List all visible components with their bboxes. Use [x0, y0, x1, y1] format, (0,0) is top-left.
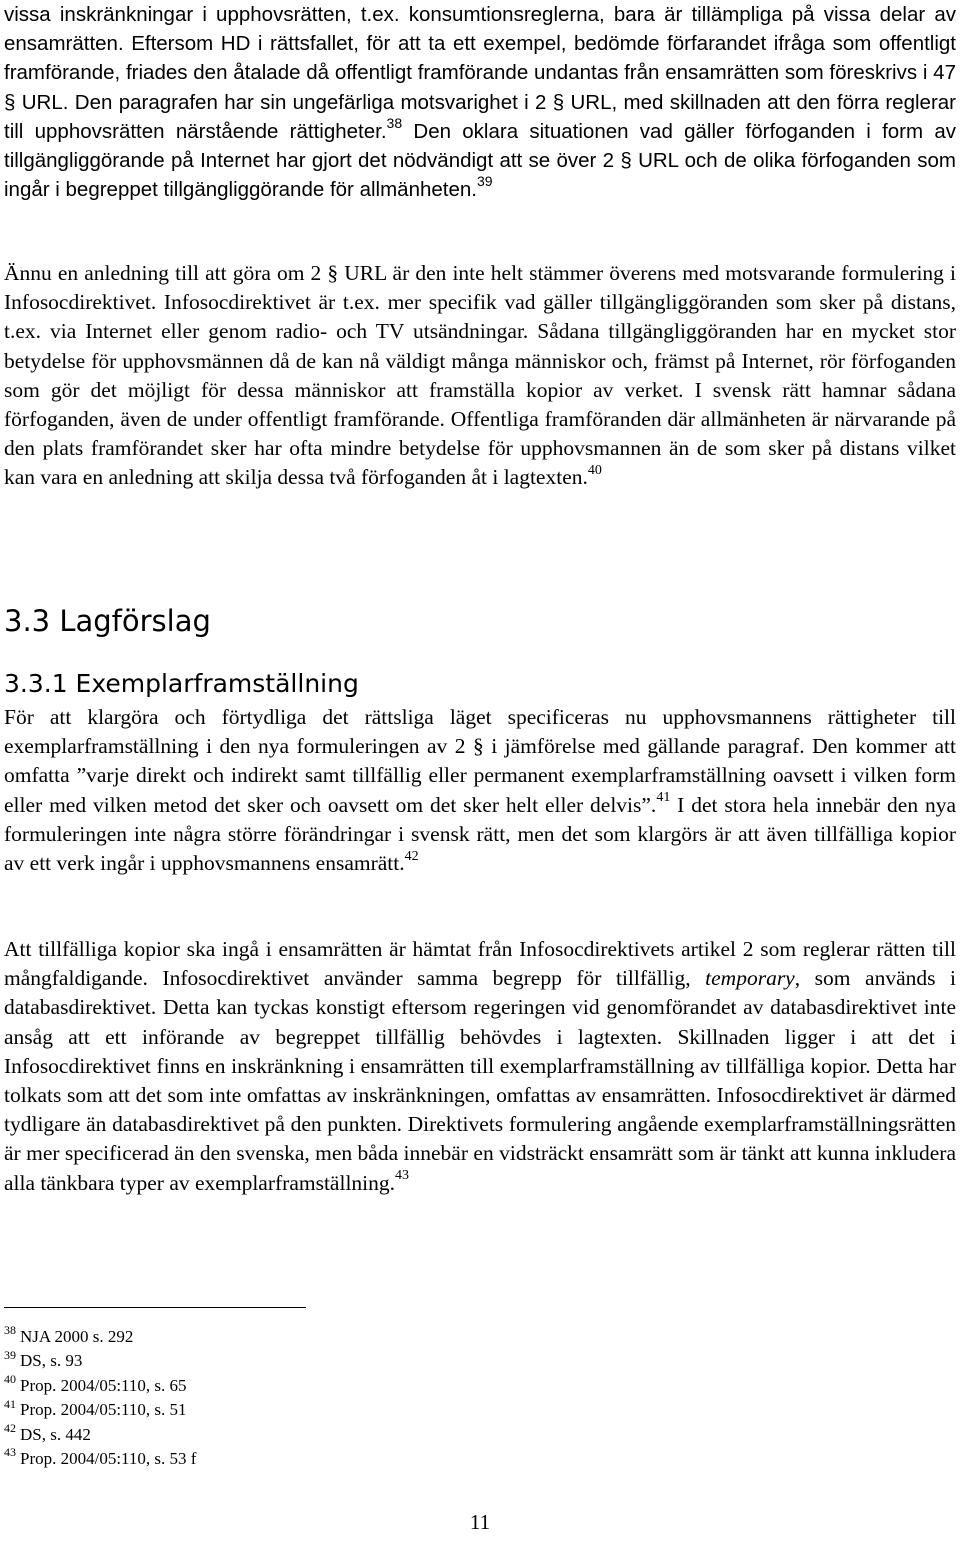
paragraph-1	[4, 0, 956, 204]
footnote-text: DS, s. 93	[20, 1351, 83, 1371]
footnote-item	[4, 1398, 196, 1422]
paragraph-4-text-a: Att tillfälliga kopior ska ingå i ensamrätten är hämtat från Infosocdirektivets artikel 2 som reglerar rätten till mångfaldigande. Infosocdirektivet använder samma begrepp för tillfällig,	[4, 937, 956, 991]
page-number: 11	[469, 1510, 491, 1534]
footnote-ref-41[interactable]: 41	[656, 790, 671, 806]
footnote-text: Prop. 2004/05:110, s. 65	[20, 1375, 187, 1395]
footnote-text: Prop. 2004/05:110, s. 51	[20, 1400, 187, 1420]
footnote-ref-40[interactable]: 40	[587, 463, 602, 479]
footnote-text: NJA 2000 s. 292	[20, 1327, 134, 1346]
footnote-item	[4, 1325, 196, 1349]
footnote-number: 38	[4, 1323, 16, 1338]
footnote-item	[4, 1420, 196, 1447]
footnote-number: 42	[4, 1420, 16, 1435]
footnote-list	[4, 1325, 196, 1471]
footnote-item	[4, 1447, 196, 1471]
footnote-ref-43[interactable]: 43	[395, 1168, 410, 1184]
footnote-separator	[4, 1307, 306, 1308]
paragraph-4-text-b: , som används i databasdirektivet. Detta kan tyckas konstigt eftersom regeringen vid genomförandet av databasdirektivet inte ansåg att ett införande av begreppet tillfällig behövdes i lagtexten. Skillnaden ligger i att det i Infosocdirektivet finns en inskränkning i ensamrätten till exemplarframställning av tillfälliga kopior. Detta har tolkats som att det som inte omfattas av inskränkningen, omfattas av ensamrätten. Infosocdirektivet är därmed tydligare än databasdirektivet på den punkten. Direktivets formulering angående exemplarframställningsrätten är mer specificerad än den svenska, men båda innebär en vidsträckt ensamrätt som är tänkt att kunna inkludera alla tänkbara typer av exemplarframställning.	[4, 966, 956, 1195]
footnote-text: DS, s. 442	[20, 1424, 91, 1444]
footnote-text: Prop. 2004/05:110, s. 53 f	[20, 1449, 197, 1469]
paragraph-2-text: Ännu en anledning till att göra om 2 § URL är den inte helt stämmer överens med motsvarande formulering i Infosocdirektivet. Infosocdirektivet är t.ex. mer specifik vad gäller tillgängliggöranden som sker på distans, t.ex. via Internet eller genom radio- och TV utsändningar. Sådana tillgängliggöranden har en mycket stor betydelse för upphovsmännen då de kan nå väldigt många människor och, främst på Internet, rör förfoganden som gör det möjligt för dessa människor att framställa kopior av verket. I svensk rätt hamnar sådana förfoganden, även de under offentligt framförande. Offentliga framföranden där allmänheten är närvarande på den plats framförandet sker har ofta mindre betydelse för upphovsmannen än de som sker på distans vilket kan vara en anledning att skilja dessa två förfoganden åt i lagtexten.	[4, 261, 956, 490]
footnote-ref-39[interactable]: 39	[476, 173, 493, 190]
footnote-number: 41	[4, 1396, 16, 1411]
paragraph-3-text-a: För att klargöra och förtydliga det rättsliga läget specificeras nu upphovsmannens rättigheter till exemplarframställning i den nya formuleringen av 2 § i jämförelse med gällande paragraf. Den kommer att omfatta ”varje direkt och indirekt samt tillfällig eller permanent exemplarframställning oavsett i vilken form eller med vilken metod det sker och oavsett om det sker helt eller delvis”.	[4, 705, 956, 817]
section-heading: 3.3 Lagförslag	[4, 604, 211, 638]
footnote-number: 40	[4, 1372, 16, 1387]
paragraph-4	[4, 935, 956, 1198]
footnote-ref-38[interactable]: 38	[386, 114, 403, 131]
paragraph-2	[4, 259, 956, 493]
paragraph-4-italic-term: temporary	[705, 966, 795, 991]
paragraph-3	[4, 703, 956, 878]
paragraph-3-text-b: I det stora hela innebär den nya formuleringen inte några större förändringar i svensk rätt, men det som klargörs är att även tillfälliga kopior av ett verk ingår i upphovsmannens ensamrätt.	[4, 792, 956, 876]
footnote-item	[4, 1349, 196, 1373]
footnote-number: 43	[4, 1445, 16, 1460]
paragraph-1-text-a: vissa inskränkningar i upphovsrätten, t.ex. konsumtionsreglerna, bara är tillämpliga på vissa delar av ensamrätten. Eftersom HD i rättsfallet, för att ta ett exempel, bedömde förfarandet ifråga som offentligt framförande, friades den åtalade då offentligt framförande undantas från ensamrätten som föreskrivs i 47 § URL. Den paragrafen har sin ungefärliga motsvarighet i 2 § URL, med skillnaden att den förra reglerar till upphovsrätten närstående rättigheter.	[4, 3, 956, 143]
footnote-number: 39	[4, 1347, 16, 1362]
footnote-ref-42[interactable]: 42	[404, 848, 419, 864]
footnote-item	[4, 1374, 196, 1398]
subsection-heading: 3.3.1 Exemplarframställning	[4, 669, 359, 698]
paragraph-1-text-b: Den oklara situationen vad gäller förfoganden i form av tillgängliggörande på Internet har gjort det nödvändigt att se över 2 § URL och de olika förfoganden som ingår i begreppet tillgängliggörande för allmänheten.	[4, 119, 956, 202]
